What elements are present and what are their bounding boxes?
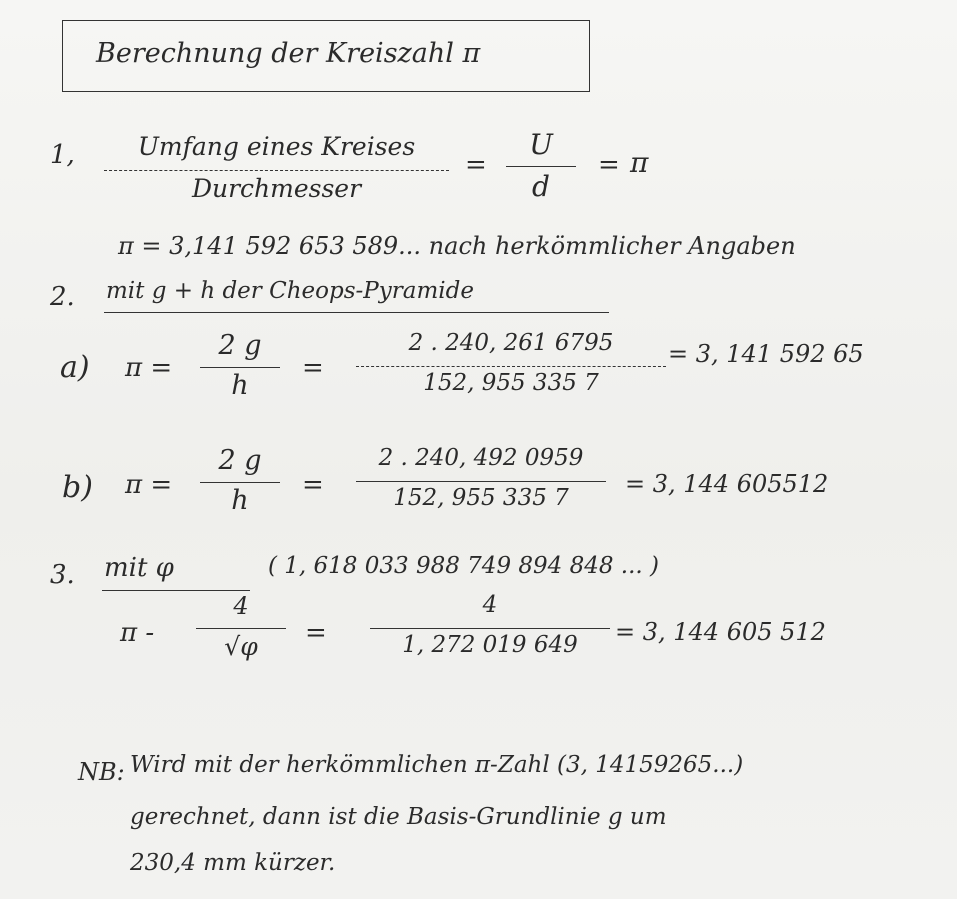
item3-eq: = bbox=[305, 618, 327, 648]
item1-denominator: Durchmesser bbox=[191, 174, 362, 203]
item2a-lhs: π = bbox=[125, 353, 173, 383]
item1-fraction-bar bbox=[104, 170, 449, 171]
note-line1: Wird mit der herkömmlichen π-Zahl (3, 14159265...) bbox=[130, 752, 744, 778]
item2a-gh-num: 2 g bbox=[218, 330, 262, 361]
item3-value-num: 4 bbox=[482, 592, 498, 618]
item2a-value-num: 2 . 240, 261 6795 bbox=[408, 330, 614, 356]
item3-value-bar bbox=[370, 628, 610, 629]
item1-u: U bbox=[529, 128, 553, 161]
item2b-lhs: π = bbox=[125, 470, 173, 500]
item3-number: 3. bbox=[50, 560, 75, 590]
item3-phi-value: ( 1, 618 033 988 749 894 848 ... ) bbox=[268, 553, 660, 579]
item2a-value-den: 152, 955 335 7 bbox=[423, 370, 599, 396]
page-title: Berechnung der Kreiszahl π bbox=[96, 38, 481, 69]
item3-value-fraction bbox=[370, 592, 610, 682]
item2b-gh-fraction bbox=[200, 445, 280, 525]
item2b-eq: = bbox=[302, 470, 324, 500]
item1-pi: π bbox=[630, 146, 649, 179]
item3-heading-underline bbox=[102, 590, 250, 591]
note-line3: 230,4 mm kürzer. bbox=[130, 850, 336, 876]
item2b-value-den: 152, 955 335 7 bbox=[393, 485, 569, 511]
item2a-label: a) bbox=[60, 350, 90, 385]
pi-value-line: π = 3,141 592 653 589... nach herkömmlicher Angaben bbox=[118, 232, 796, 260]
item2b-gh-num: 2 g bbox=[218, 445, 262, 476]
item3-sqrt-fraction bbox=[196, 592, 286, 682]
item2-number: 2. bbox=[50, 282, 75, 312]
item2b-label: b) bbox=[62, 470, 93, 505]
note-label: NB: bbox=[78, 758, 125, 786]
item2b-value-fraction bbox=[356, 445, 606, 525]
item2a-value-fraction bbox=[356, 330, 666, 410]
item1-equals1: = bbox=[465, 150, 487, 180]
item3-result: = 3, 144 605 512 bbox=[615, 618, 826, 646]
item3-heading: mit φ bbox=[104, 553, 174, 583]
item2a-result: = 3, 141 592 65 bbox=[668, 340, 864, 368]
note-line2: gerechnet, dann ist die Basis-Grundlinie g um bbox=[130, 804, 667, 830]
item1-numerator: Umfang eines Kreises bbox=[137, 132, 416, 161]
item3-lhs: π - bbox=[120, 618, 155, 648]
item2b-value-num: 2 . 240, 492 0959 bbox=[378, 445, 584, 471]
item2-heading: mit g + h der Cheops-Pyramide bbox=[106, 278, 474, 304]
item2a-gh-bar bbox=[200, 367, 280, 368]
item2-heading-underline bbox=[104, 312, 609, 313]
item2b-gh-den: h bbox=[231, 485, 249, 516]
item1-number: 1, bbox=[50, 140, 75, 170]
item2a-eq: = bbox=[302, 353, 324, 383]
item2a-gh-fraction bbox=[200, 330, 280, 410]
item1-ud-bar bbox=[506, 166, 576, 167]
item3-sqrt-num: 4 bbox=[233, 592, 249, 620]
item2b-result: = 3, 144 605512 bbox=[625, 470, 829, 498]
item3-sqrt-bar bbox=[196, 628, 286, 629]
item2b-gh-bar bbox=[200, 482, 280, 483]
item1-ud-fraction bbox=[506, 128, 576, 208]
item2a-value-bar bbox=[356, 366, 666, 367]
item1-equals2: = bbox=[598, 150, 620, 180]
item3-value-den: 1, 272 019 649 bbox=[402, 632, 578, 658]
item2a-gh-den: h bbox=[231, 370, 249, 401]
item1-d: d bbox=[532, 170, 550, 203]
item1-word-fraction bbox=[104, 132, 449, 212]
item2b-value-bar bbox=[356, 481, 606, 482]
item3-sqrt-den: √φ bbox=[224, 632, 258, 661]
